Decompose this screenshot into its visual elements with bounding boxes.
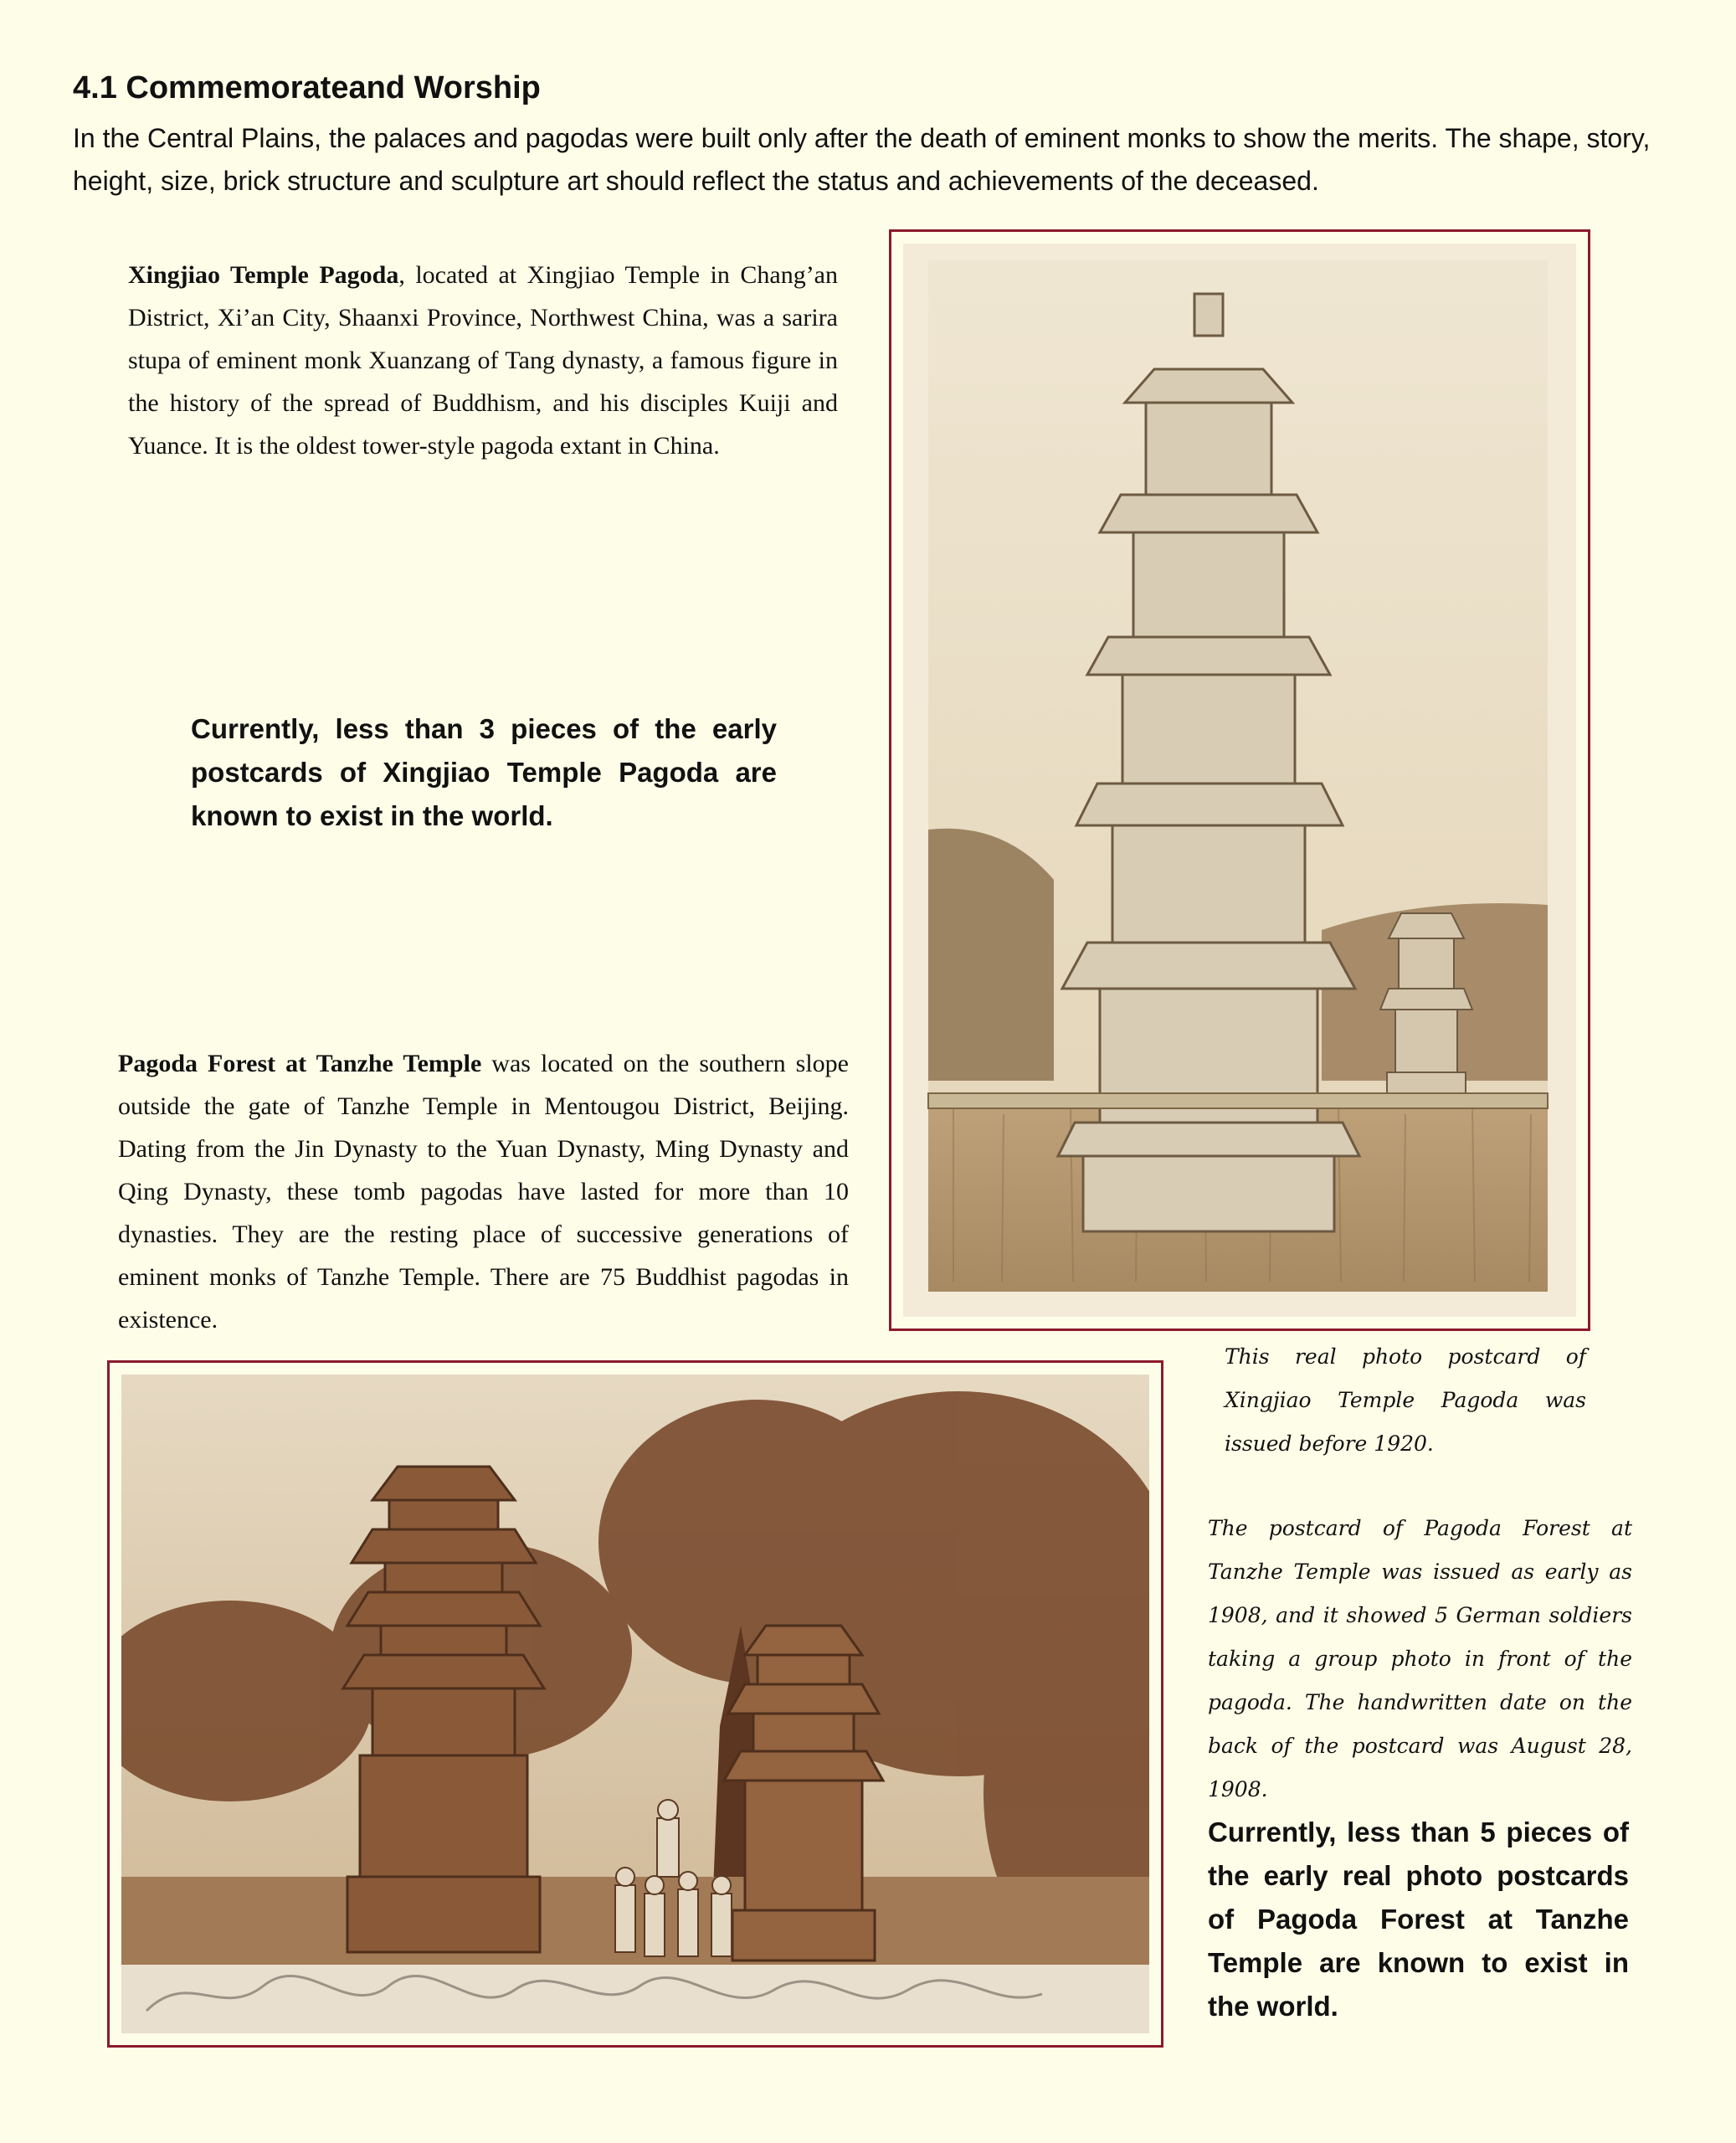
tanzhe-photo-frame <box>107 1360 1163 2048</box>
xingjiao-description <box>128 254 838 467</box>
tanzhe-postcard-photo <box>121 1375 1149 2033</box>
xingjiao-photo-frame <box>889 229 1590 1331</box>
xingjiao-body: , located at Xingjiao Temple in Chang’an District, Xi’an City, Shaanxi Province, Northwest China, was a sarira stupa of eminent monk Xuanzang of Tang dynasty, a famous figure in the history of the spread of Buddhism, and his disciples Kuiji and Yuance. It is the oldest tower-style pagoda extant in China. <box>128 261 838 460</box>
xingjiao-photo-caption: This real photo postcard of Xingjiao Temple Pagoda was issued before 1920. <box>1225 1344 1586 1456</box>
tanzhe-photo-caption: The postcard of Pagoda Forest at Tanzhe Temple was issued as early as 1908, and it showed 5 German soldiers taking a group photo in front of the pagoda. The handwritten date on the back of the postcard was August 28, 1908. <box>1208 1516 1632 1801</box>
tanzhe-rarity-claim: Currently, less than 5 pieces of the early real photo postcards of Pagoda Forest at Tanzhe Temple are known to exist in the world. <box>1208 1817 1629 2022</box>
handwritten-inscription <box>138 1961 1059 2032</box>
tanzhe-description <box>118 1042 849 1341</box>
tanzhe-body: was located on the southern slope outside the gate of Tanzhe Temple in Mentougou District, Beijing. Dating from the Jin Dynasty to the Yuan Dynasty, Ming Dynasty and Qing Dynasty, these tomb pagodas have lasted for more than 10 dynasties. They are the resting place of successive generations of eminent monks of Tanzhe Temple. There are 75 Buddhist pagodas in existence. <box>118 1050 849 1334</box>
xingjiao-title: Xingjiao Temple Pagoda <box>128 261 399 289</box>
xingjiao-postcard-photo <box>903 244 1576 1317</box>
tanzhe-title: Pagoda Forest at Tanzhe Temple <box>118 1050 482 1077</box>
section-intro: In the Central Plains, the palaces and pagodas were built only after the death of eminent monks to show the merits. The shape, story, height, size, brick structure and sculpture art should reflect the status and achievements of the deceased. <box>73 123 1651 196</box>
section-heading: 4.1 Commemorateand Worship <box>73 70 541 105</box>
xingjiao-rarity-claim: Currently, less than 3 pieces of the early postcards of Xingjiao Temple Pagoda are known to exist in the world. <box>191 713 777 831</box>
